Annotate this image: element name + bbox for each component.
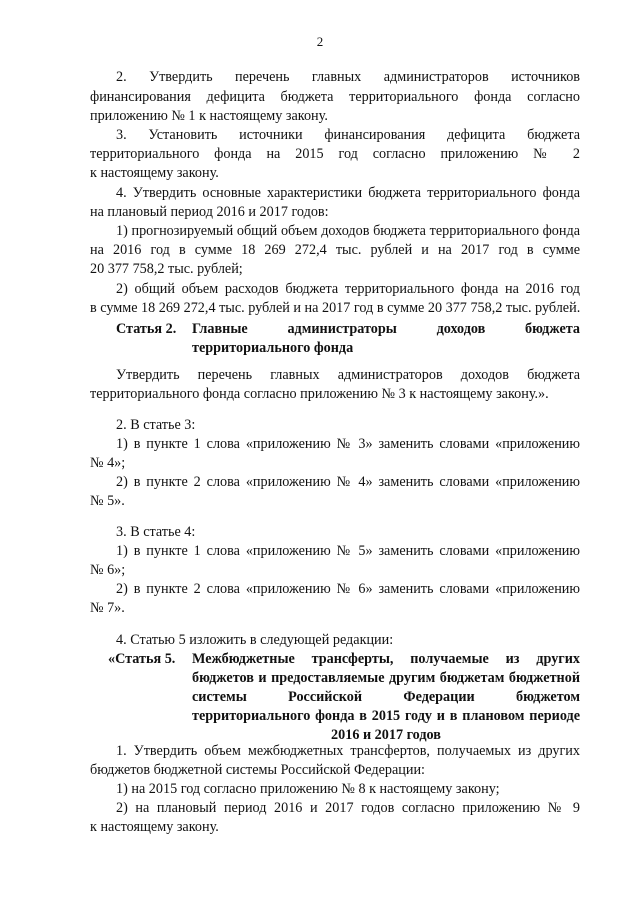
- paragraph-line: на 2016 год в сумме 18 269 272,4 тыс. рублей и на 2017 год в сумме: [90, 242, 580, 258]
- paragraph-line: территориального фонда согласно приложению № 3 к настоящему закону.».: [90, 386, 549, 402]
- article-5-heading: [108, 649, 580, 749]
- article-title-line: Главные администраторы доходов бюджета: [192, 321, 580, 337]
- paragraph-line: территориального фонда на 2015 год согласно приложению № 2: [90, 146, 580, 162]
- paragraph-line: 4. Утвердить основные характеристики бюджета территориального фонда: [116, 185, 580, 201]
- paragraph-line: 2) в пункте 2 слова «приложению № 4» заменить словами «приложению: [116, 474, 580, 490]
- paragraph-line: 20 377 758,2 тыс. рублей;: [90, 261, 243, 277]
- paragraph-line: Утвердить перечень главных администраторов доходов бюджета: [116, 367, 580, 383]
- paragraph-line: 1. Утвердить объем межбюджетных трансфертов, получаемых из других: [116, 743, 580, 759]
- article-title-line: бюджетов и предоставляемые другим бюджетам бюджетной: [192, 670, 580, 686]
- paragraph-line: № 5».: [90, 493, 125, 509]
- paragraph-line: в сумме 18 269 272,4 тыс. рублей и на 2017 год в сумме 20 377 758,2 тыс. рублей.: [90, 300, 581, 316]
- paragraph-line: 1) прогнозируемый общий объем доходов бюджета территориального фонда: [116, 223, 580, 239]
- paragraph-line: 2. Утвердить перечень главных администраторов источников: [116, 69, 580, 85]
- amendment-heading: 3. В статье 4:: [116, 524, 196, 540]
- paragraph-line: 2) на плановый период 2016 и 2017 годов согласно приложению № 9: [116, 800, 580, 816]
- article-title-line: 2016 и 2017 годов: [331, 727, 441, 743]
- paragraph-line: к настоящему закону.: [90, 819, 219, 835]
- paragraph-line: 3. Установить источники финансирования дефицита бюджета: [116, 127, 580, 143]
- page-number: 2: [316, 34, 324, 49]
- paragraph-line: приложению № 1 к настоящему закону.: [90, 108, 328, 124]
- paragraph-line: № 7».: [90, 600, 125, 616]
- article-label: «Статья 5.: [108, 651, 176, 667]
- paragraph-line: 2) общий объем расходов бюджета территориального фонда на 2016 год: [116, 281, 580, 297]
- paragraph-line: 1) на 2015 год согласно приложению № 8 к настоящему закону;: [116, 781, 500, 797]
- paragraph-line: 1) в пункте 1 слова «приложению № 3» заменить словами «приложению: [116, 436, 580, 452]
- paragraph-line: на плановый период 2016 и 2017 годов:: [90, 204, 329, 220]
- amendment-heading: 4. Статью 5 изложить в следующей редакции:: [116, 632, 394, 648]
- article-title-line: Межбюджетные трансферты, получаемые из других: [192, 651, 580, 667]
- paragraph-line: к настоящему закону.: [90, 165, 219, 181]
- paragraph-line: бюджетов бюджетной системы Российской Федерации:: [90, 762, 425, 778]
- paragraph-line: 1) в пункте 1 слова «приложению № 5» заменить словами «приложению: [116, 543, 580, 559]
- article-2-heading: [116, 319, 580, 359]
- paragraph-line: 2) в пункте 2 слова «приложению № 6» заменить словами «приложению: [116, 581, 580, 597]
- paragraph-line: № 6»;: [90, 562, 126, 578]
- paragraph-line: № 4»;: [90, 455, 126, 471]
- article-label: Статья 2.: [116, 321, 177, 337]
- paragraph-line: финансирования дефицита бюджета территориального фонда согласно: [90, 89, 580, 105]
- amendment-heading: 2. В статье 3:: [116, 417, 196, 433]
- article-title-line: территориального фонда в 2015 году и в плановом периоде: [192, 708, 580, 724]
- article-title-line: системы Российской Федерации бюджетом: [192, 689, 580, 705]
- article-title-line: территориального фонда: [192, 340, 354, 356]
